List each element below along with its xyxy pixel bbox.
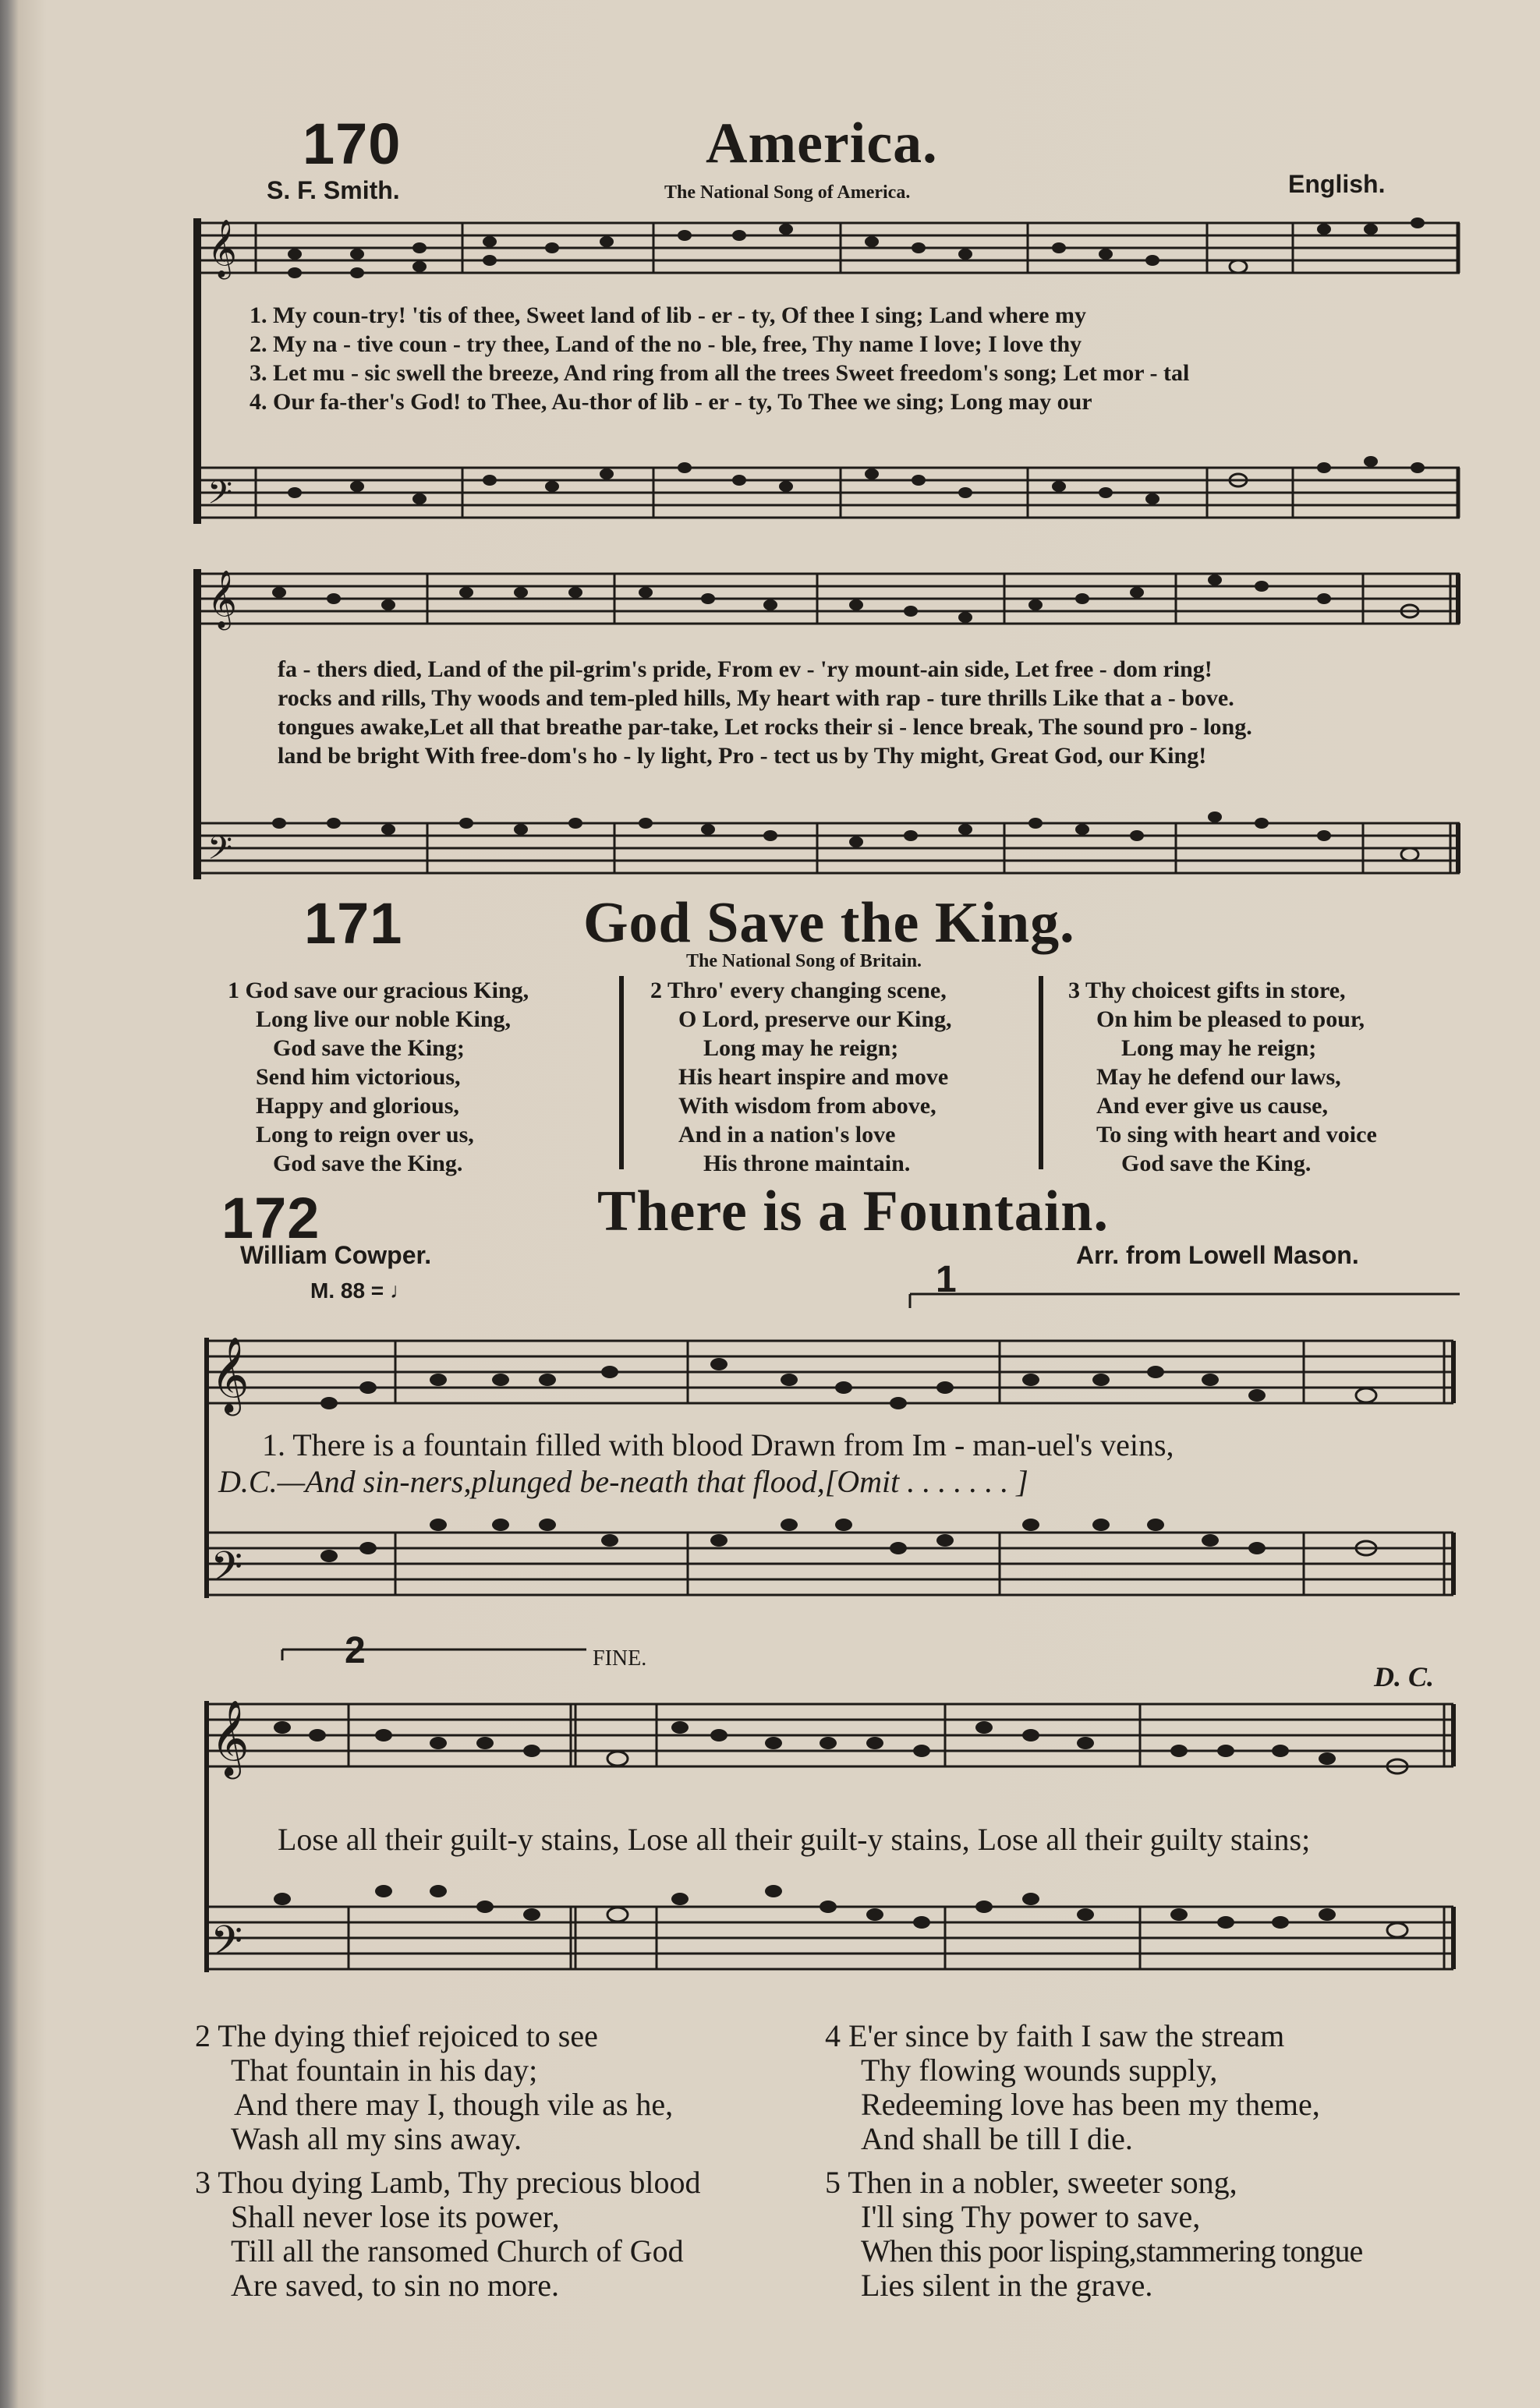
lyric-line: 1. There is a fountain filled with blood Drawn from Im - man-uel's veins, — [262, 1427, 1174, 1462]
lyric-line: rocks and rills, Thy woods and tem-pled hills, My heart with rap - ture thrills Like that a - bove. — [278, 685, 1234, 711]
hymn-title: God Save the King. — [583, 891, 1075, 955]
stanza-line: 4 E'er since by faith I saw the stream — [825, 2018, 1285, 2053]
verse-3 — [1068, 976, 1377, 1178]
lyric-line: 4. Our fa-ther's God! to Thee, Au-thor of lib - er - ty, To Thee we sing; Long may our — [250, 389, 1092, 415]
verse-line: God save the King; — [273, 1035, 465, 1061]
column-divider — [1039, 976, 1043, 1169]
fine-marking: FINE. — [593, 1646, 647, 1671]
stanza-2 — [195, 2019, 673, 2156]
stanza-line: And there may I, though vile as he, — [234, 2087, 674, 2122]
lyric-line: 3. Let mu - sic swell the breeze, And ring from all the trees Sweet freedom's song; Let mor - tal — [250, 360, 1190, 386]
treble-clef: 𝄞 — [207, 571, 237, 628]
verse-line: And ever give us cause, — [1096, 1093, 1328, 1119]
treble-clef: 𝄞 — [211, 1699, 250, 1776]
hymn-number: 172 — [221, 1186, 320, 1250]
verse-line: Long live our noble King, — [256, 1006, 512, 1032]
stanza-line: That fountain in his day; — [231, 2053, 538, 2088]
verse-line: 1 God save our gracious King, — [228, 978, 529, 1003]
second-ending-number: 2 — [345, 1630, 366, 1671]
stanza-4 — [825, 2019, 1320, 2156]
treble-staff — [204, 1341, 1453, 1403]
hymn-title: America. — [706, 111, 938, 175]
lyrics-block-170-1 — [250, 301, 1189, 416]
hymn-author: William Cowper. — [240, 1241, 432, 1269]
stanza-5 — [825, 2166, 1362, 2303]
system-brace — [193, 569, 201, 879]
stanza-3 — [195, 2166, 700, 2303]
tune-name: English. — [1288, 170, 1386, 198]
bass-staff — [204, 1907, 1453, 1969]
stanza-line: Wash all my sins away. — [231, 2121, 522, 2156]
hymn-subtitle: The National Song of America. — [664, 182, 911, 203]
stanza-line: 3 Thou dying Lamb, Thy precious blood — [195, 2165, 701, 2200]
bass-clef: 𝄢 — [211, 1918, 243, 1975]
verse-line: And in a nation's love — [678, 1122, 896, 1147]
verse-line: Happy and glorious, — [256, 1093, 459, 1119]
lyric-line: Lose all their guilt-y stains, Lose all their guilt-y stains, Lose all their guilty stains; — [278, 1822, 1311, 1857]
verse-line: God save the King. — [273, 1151, 463, 1176]
first-ending-number: 1 — [936, 1259, 957, 1300]
bass-staff — [193, 468, 1460, 518]
system-brace — [193, 218, 201, 524]
verse-line: Long to reign over us, — [256, 1122, 474, 1147]
stanza-line: 2 The dying thief rejoiced to see — [195, 2018, 598, 2053]
treble-staff — [193, 223, 1460, 273]
stanza-line: 5 Then in a nobler, sweeter song, — [825, 2165, 1237, 2200]
hymn-subtitle: The National Song of Britain. — [686, 951, 922, 971]
verse-line: God save the King. — [1121, 1151, 1312, 1176]
system-brace — [204, 1701, 209, 1972]
verse-2 — [650, 976, 952, 1178]
lyric-line: 2. My na - tive coun - try thee, Land of the no - ble, free, Thy name I love; I love thy — [250, 331, 1082, 357]
second-ending-bracket — [282, 1650, 586, 1660]
dc-marking: D. C. — [1374, 1661, 1435, 1692]
stanza-line: Are saved, to sin no more. — [231, 2268, 560, 2303]
column-divider — [619, 976, 624, 1169]
verse-line: 3 Thy choicest gifts in store, — [1068, 978, 1346, 1003]
bass-clef: 𝄢 — [211, 1543, 243, 1601]
hymn-arranger: Arr. from Lowell Mason. — [1076, 1241, 1359, 1269]
verse-line: Send him victorious, — [256, 1064, 461, 1090]
system-brace — [204, 1338, 209, 1598]
hymn-author: S. F. Smith. — [267, 176, 400, 204]
verse-line: Long may he reign; — [1121, 1035, 1317, 1061]
verse-line: 2 Thro' every changing scene, — [650, 978, 947, 1003]
stanza-line: And shall be till I die. — [861, 2121, 1133, 2156]
verse-line: To sing with heart and voice — [1096, 1122, 1377, 1147]
stanza-line: Till all the ransomed Church of God — [231, 2233, 684, 2268]
verse-line: O Lord, preserve our King, — [678, 1006, 952, 1032]
hymn-title: There is a Fountain. — [597, 1179, 1109, 1243]
dc-lyric-line: D.C.—And sin-ners,plunged be-neath that flood,[Omit . . . . . . . ] — [218, 1464, 1028, 1499]
stanza-line: Lies silent in the grave. — [861, 2268, 1153, 2303]
lyric-line: land be bright With free-dom's ho - ly light, Pro - tect us by Thy might, Great God, our King! — [278, 743, 1207, 769]
hymn-number: 171 — [304, 891, 403, 956]
verse-line: On him be pleased to pour, — [1096, 1006, 1365, 1032]
treble-clef: 𝄞 — [207, 220, 237, 278]
hymn-number: 170 — [303, 111, 402, 176]
verse-line: With wisdom from above, — [678, 1093, 936, 1119]
stanza-line: When this poor lisping,stammering tongue — [861, 2233, 1363, 2268]
stanza-line: I'll sing Thy power to save, — [861, 2199, 1201, 2234]
treble-staff — [193, 574, 1460, 624]
tempo-label: M. 88 = — [310, 1278, 384, 1303]
verse-line: His throne maintain. — [703, 1151, 911, 1176]
bass-clef: 𝄢 — [207, 829, 233, 875]
verse-line: His heart inspire and move — [678, 1064, 949, 1090]
treble-clef: 𝄞 — [211, 1336, 250, 1413]
lyric-line: fa - thers died, Land of the pil-grim's pride, From ev - 'ry mount-ain side, Let free - dom ring! — [278, 656, 1213, 682]
lyrics-block-172-1 — [218, 1427, 1174, 1500]
stanza-line: Redeeming love has been my theme, — [861, 2087, 1320, 2122]
quarter-note-icon: ♩ — [389, 1278, 412, 1303]
lyrics-block-170-2 — [278, 655, 1252, 770]
verse-1 — [228, 976, 529, 1178]
lyric-line: 1. My coun-try! 'tis of thee, Sweet land of lib - er - ty, Of thee I sing; Land where my — [250, 302, 1086, 328]
bass-staff — [204, 1533, 1453, 1595]
bass-clef: 𝄢 — [207, 474, 233, 519]
first-ending-bracket — [910, 1294, 1460, 1308]
stanza-line: Shall never lose its power, — [231, 2199, 560, 2234]
verse-line: Long may he reign; — [703, 1035, 899, 1061]
lyric-line: tongues awake,Let all that breathe par-take, Let rocks their si - lence break, The sound pro - long. — [278, 714, 1252, 740]
stanza-line: Thy flowing wounds supply, — [861, 2053, 1218, 2088]
verse-line: May he defend our laws, — [1096, 1064, 1341, 1090]
